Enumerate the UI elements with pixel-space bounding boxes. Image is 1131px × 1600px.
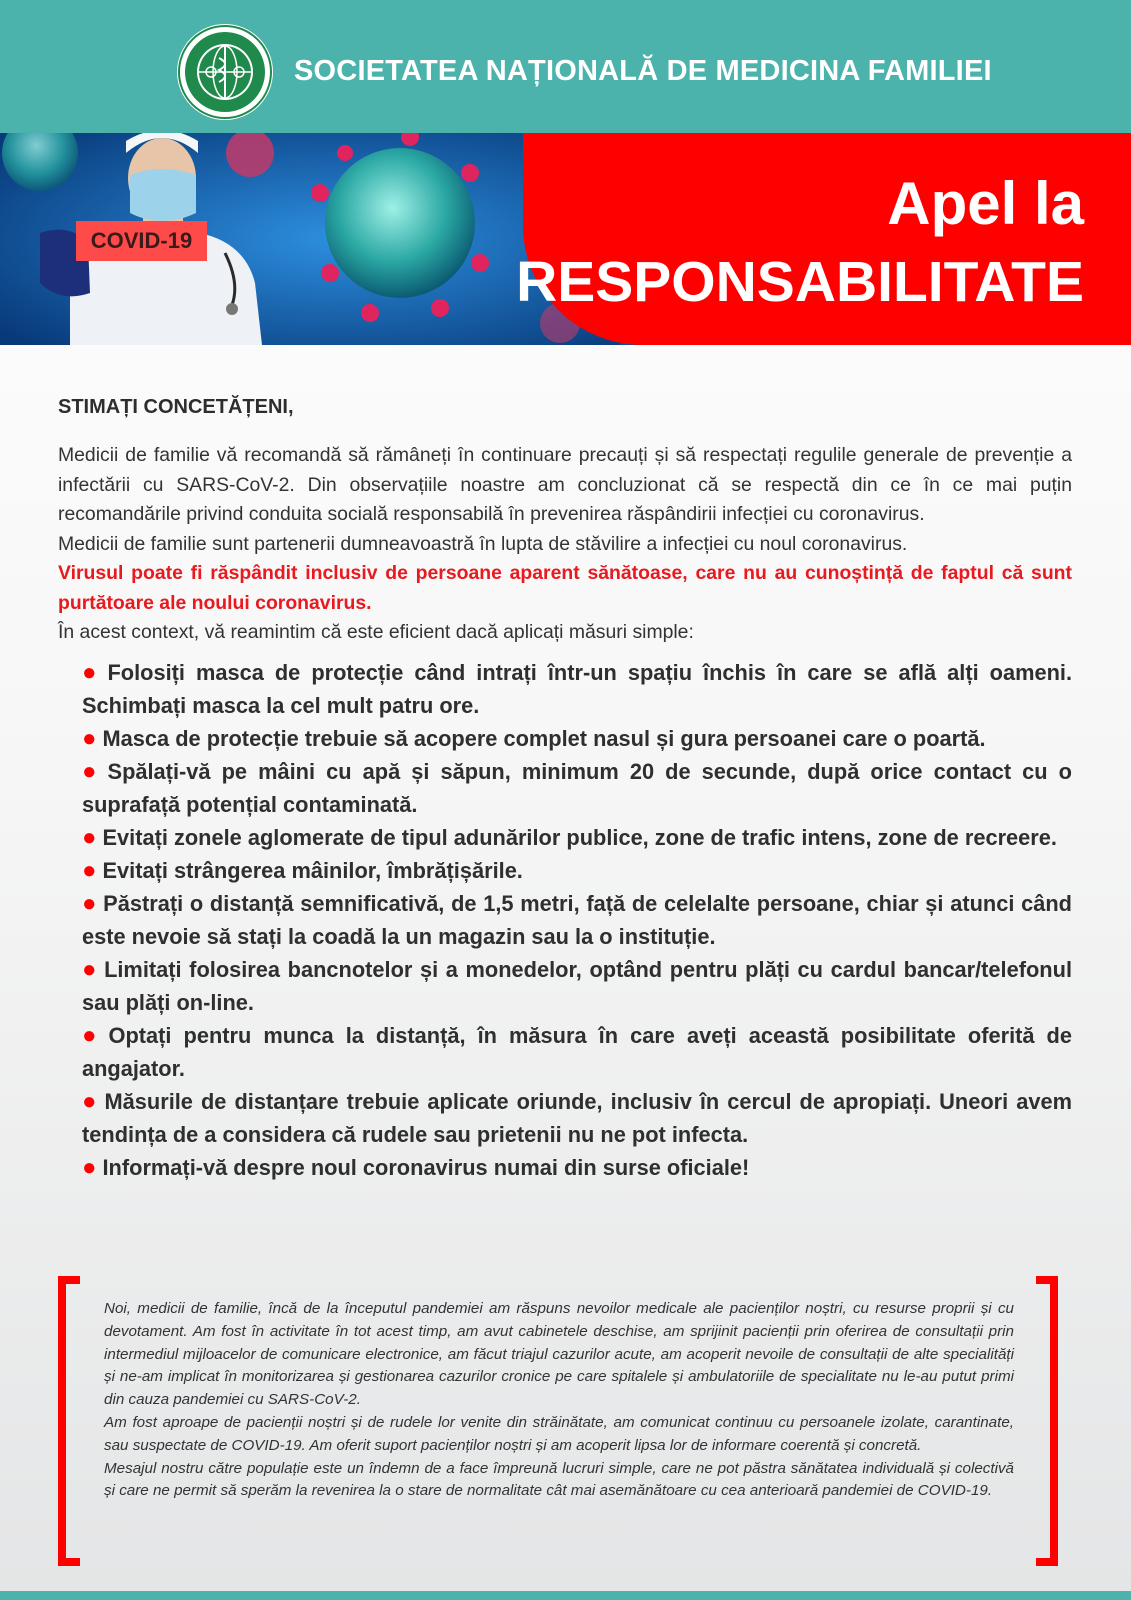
footer-bar [0, 1591, 1131, 1600]
list-item: ● Evitați strângerea mâinilor, îmbrățișările. [82, 856, 523, 884]
statement-text [104, 1298, 1014, 1503]
bullet-dot-icon: ● [82, 856, 97, 884]
covid-badge: COVID-19 [76, 221, 207, 261]
appeal-title-line1: Apel la [887, 170, 1084, 237]
bullet-dot-icon: ● [82, 757, 102, 785]
bullet-dot-icon: ● [82, 724, 97, 752]
logo-emblem-icon [177, 24, 273, 120]
list-item: ● Folosiți masca de protecție când intrați într-un spațiu închis în care se află alți oameni. Schimbați masca la cel mult patru ore. [82, 658, 1073, 718]
list-item: ● Optați pentru munca la distanță, în măsura în care aveți această posibilitate oferită de angajator. [82, 1021, 1072, 1081]
bullet-dot-icon: ● [82, 1021, 103, 1049]
hero-banner [0, 133, 1131, 345]
statement-paragraph: Am fost aproape de pacienții noștri și de rudele lor venite din străinătate, am comunicat continuu cu persoanele izolate, carantinate, sau suspectate de COVID-19. Am oferit suport pacienților noștri și am acoperit lipsa lor de informare coerentă și concretă. [104, 1413, 1014, 1454]
list-item: ● Spălați-vă pe mâini cu apă și săpun, minimum 20 de secunde, după orice contact cu o suprafață potențial contaminată. [82, 757, 1073, 817]
bullet-dot-icon: ● [82, 1153, 97, 1181]
society-logo [177, 24, 273, 120]
list-item: ● Masca de protecție trebuie să acopere complet nasul și gura persoanei care o poartă. [82, 724, 986, 752]
statement-paragraph: Noi, medicii de familie, încă de la începutul pandemiei am răspuns nevoilor medicale ale pacienților noștri, cu resurse proprii și cu devotament. Am fost în activitate în tot acest timp, am avut cabinetele deschise, am sprijinit pacienții prin oferirea de consultații prin intermediul mijloacelor de comunicare electronice, am făcut triajul cazurilor acute, am acoperit nevoile de consultații de alte specialități și ne-am implicat în monitorizarea și gestionarea cazurilor cronice pe care spitalele și ambulatoriile de specialitate nu le-au putut primi din cauza pandemiei cu SARS-CoV-2. [104, 1300, 1014, 1409]
doctors-statement [58, 1276, 1058, 1566]
main-content [58, 396, 1072, 1184]
appeal-panel [516, 133, 1131, 345]
organization-title: SOCIETATEA NAȚIONALĂ DE MEDICINA FAMILIEI [294, 55, 992, 87]
bullet-dot-icon: ● [82, 955, 99, 983]
header-bar [0, 0, 1131, 133]
measures-intro: În acest context, vă reamintim că este eficient dacă aplicați măsuri simple: [58, 621, 694, 643]
partners-paragraph: Medicii de familie sunt partenerii dumneavoastră în lupta de stăvilire a infecției cu noul coronavirus. [58, 532, 908, 555]
bullet-dot-icon: ● [82, 823, 97, 851]
intro-paragraph: Medicii de familie vă recomandă să rămâneți în continuare precauți și să respectați regulile generale de prevenție a infectării cu SARS-CoV-2. Din observațiile noastre am concluzionat că se respectă din ce în ce mai puțin recomandările privind conduita socială responsabilă în prevenirea răspândirii infecției cu coronavirus. [58, 444, 1072, 525]
greeting: STIMAȚI CONCETĂȚENI, [58, 396, 294, 418]
warning-text: Virusul poate fi răspândit inclusiv de persoane aparent sănătoase, care nu au cunoștință de faptul că sunt purtătoare ale noului coronavirus. [58, 562, 1072, 614]
left-bracket-icon [58, 1276, 80, 1566]
bullet-dot-icon: ● [82, 1087, 99, 1115]
bullet-dot-icon: ● [82, 889, 98, 917]
list-item: ● Limitați folosirea bancnotelor și a monedelor, optând pentru plăți cu cardul bancar/telefonul sau plăți on-line. [82, 955, 1072, 1015]
list-item: ● Evitați zonele aglomerate de tipul adunărilor publice, zone de trafic intens, zone de recreere. [82, 823, 1057, 851]
bullet-dot-icon: ● [82, 658, 102, 686]
measures-list [58, 656, 1072, 1184]
right-bracket-icon [1036, 1276, 1058, 1566]
list-item: ● Măsurile de distanțare trebuie aplicate oriunde, inclusiv în cercul de apropiați. Uneori avem tendința de a considera că rudele sau prietenii nu ne pot infecta. [82, 1087, 1072, 1147]
list-item: ● Informați-vă despre noul coronavirus numai din surse oficiale! [82, 1153, 750, 1181]
list-item: ● Păstrați o distanță semnificativă, de 1,5 metri, față de celelalte persoane, chiar și atunci când este nevoie să stați la coadă la un magazin sau la o instituție. [82, 889, 1072, 949]
appeal-title-line2: RESPONSABILITATE [516, 250, 1084, 314]
statement-paragraph: Mesajul nostru către populație este un îndemn de a face împreună lucruri simple, care ne pot păstra sănătatea individuală și colectivă și care ne permit să sperăm la revenirea la o stare de normalitate cât mai asemănătoare cu cea anterioară pandemiei de COVID-19. [104, 1459, 1014, 1500]
